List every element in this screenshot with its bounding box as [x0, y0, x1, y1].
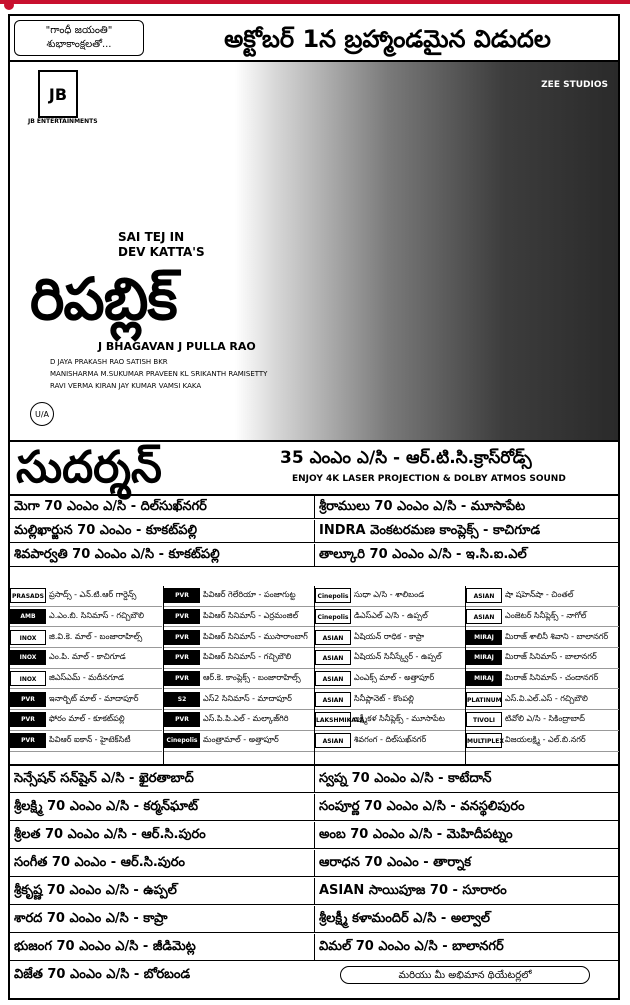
grid-cell: [10, 731, 162, 752]
theatre-listing: సెన్సేషన్ సన్‌షైన్ ఎ/సి - ఖైరతాబాద్: [14, 771, 194, 786]
grid-cell: [10, 627, 162, 648]
jb-logo-icon: JB: [38, 70, 78, 118]
chain-logo: INOX: [10, 671, 46, 686]
chain-logo: PVR: [10, 712, 46, 727]
theatre-info: 35 ఎంఎం ఎ/సి - ఆర్.టి.సి.క్రాస్‌రోడ్స్: [280, 448, 532, 468]
grid-column: [314, 586, 465, 764]
theatre-listing: శ్రీలక్ష్మీ కళామందిర్ ఎ/సి - అల్వాల్: [314, 906, 614, 932]
theatre-listing: సంగీత 70 ఎంఎం - ఆర్.సి.పురం: [14, 855, 186, 870]
chain-text: పివిఆర్ సినిమాస్ - గచ్చిబౌలి: [203, 652, 292, 662]
grid-cell: [315, 607, 465, 628]
chain-text: ఎ.ఎం.బి. సినిమాస్ - గచ్చిబౌలి: [49, 611, 144, 621]
chain-text: మంత్రామాల్ - అత్తాపూర్: [203, 735, 279, 745]
grid-cell: [466, 627, 619, 648]
theatre-listing: శారద 70 ఎంఎం ఎ/సి - కాప్రా: [14, 911, 168, 926]
ad-header: [10, 16, 618, 62]
chain-grid: [10, 586, 618, 766]
chain-text: జి.వి.కె. మాల్ - బంజారాహిల్స్: [49, 631, 143, 641]
chain-text: మిరాజ్ సినిమాస్ - చందానగర్: [505, 673, 599, 683]
chain-logo: TIVOLI: [466, 712, 502, 727]
chain-logo: ASIAN: [315, 630, 351, 645]
greeting-badge: [14, 20, 144, 56]
chain-text: ఏషియన్ సినీస్క్వేర్ - ఉప్పల్: [354, 652, 442, 662]
theatre-listing: శివపార్వతి 70 ఎంఎం ఎ/సి - కూకట్‌పల్లి: [14, 547, 220, 562]
actor-photo: [235, 62, 618, 440]
production-house: JB ENTERTAINMENTS: [28, 118, 98, 125]
grid-column: [163, 586, 314, 764]
theatre-tagline: ENJOY 4K LASER PROJECTION & DOLBY ATMOS SOUND: [292, 474, 566, 484]
chain-text: పివిఆర్ ఐకాన్ - హైటెక్‌సిటీ: [49, 735, 131, 745]
theatre-listing: INDRA వెంకటరమణ కాంప్లెక్స్ - కాచిగూడ: [314, 520, 614, 542]
theatre-listing: సంపూర్ణ 70 ఎంఎం ఎ/సి - వనస్థలిపురం: [314, 794, 614, 820]
grid-cell: [10, 669, 162, 690]
chain-logo: S2: [164, 692, 200, 707]
grid-cell: [466, 731, 619, 752]
chain-text: ఎస్2 సినిమాస్ - మాదాపూర్: [203, 693, 292, 703]
red-line: [0, 0, 630, 4]
grid-cell: [315, 689, 465, 710]
chain-logo: ASIAN: [315, 733, 351, 748]
chain-text: లక్ష్మీకళ సినీప్లెక్స్ - మూసాపేట: [354, 714, 445, 724]
chain-logo: PVR: [10, 692, 46, 707]
chain-text: మిరాజ్ సినిమాస్ - బాలానగర్: [505, 652, 597, 662]
logo-dot-icon: [4, 0, 14, 10]
theatre-row: [10, 878, 618, 905]
theatre-listing: ASIAN సాయిపూజ 70 - సూరారం: [314, 878, 614, 904]
chain-text: పివిఆర్ సినిమాస్ - ముసారాంబాగ్: [203, 631, 308, 641]
grid-cell: [164, 669, 314, 690]
grid-column: [465, 586, 619, 764]
theatre-row: [10, 822, 618, 849]
chain-logo: PVR: [164, 588, 200, 603]
theatre-listing: మల్లిఖార్జున 70 ఎంఎం - కూకట్‌పల్లి: [14, 523, 198, 538]
theatre-row: [10, 906, 618, 933]
chain-logo: PVR: [164, 650, 200, 665]
grid-cell: [164, 607, 314, 628]
chain-text: పివిఆర్ గెలేరియా - పంజాగుట్ట: [203, 590, 296, 600]
chain-text: జిఎస్ఎమ్ - మదీనగూడ: [49, 673, 124, 683]
grid-cell: [164, 710, 314, 731]
grid-cell: [10, 648, 162, 669]
chain-logo: MIRAJ: [466, 671, 502, 686]
theatre-listing: స్వప్న 70 ఎంఎం ఎ/సి - కాటేదాన్: [314, 766, 614, 792]
theatre-listing: శ్రీరాములు 70 ఎంఎం ఎ/సి - మూసాపేట: [314, 496, 614, 518]
chain-logo: MIRAJ: [466, 650, 502, 665]
greeting-line-2: శుభాకాంక్షలతో...: [46, 39, 112, 50]
grid-cell: [315, 648, 465, 669]
theatre-row: [10, 766, 618, 793]
theatre-listing: విజేత 70 ఎంఎం ఎ/సి - బోరబండ: [14, 967, 191, 982]
theatre-listing: శ్రీలత 70 ఎంఎం ఎ/సి - ఆర్.సి.పురం: [14, 827, 206, 842]
chain-logo: INOX: [10, 650, 46, 665]
chain-logo: ASIAN: [315, 671, 351, 686]
chain-text: ఏషియన్ రాధిక - కాప్రా: [354, 631, 425, 641]
chain-logo: PLATINUM: [466, 692, 502, 707]
chain-text: పివిఆర్ సినిమాస్ - ఎర్రమంజిల్: [203, 611, 299, 621]
grid-cell: [10, 710, 162, 731]
chain-logo: PVR: [164, 630, 200, 645]
grid-cell: [315, 627, 465, 648]
chain-text: ఎం.పి. మాల్ - కాచిగూడ: [49, 652, 126, 662]
chain-logo: MIRAJ: [466, 630, 502, 645]
grid-cell: [315, 669, 465, 690]
chain-logo: PVR: [10, 733, 46, 748]
theatre-row: [10, 496, 618, 519]
grid-cell: [10, 586, 162, 607]
crew-line: RAVI VERMA KIRAN JAY KUMAR VAMSI KAKA: [50, 382, 202, 390]
chain-logo: LAKSHMIKALA: [315, 712, 351, 727]
theatre-listing: విమల్ 70 ఎంఎం ఎ/సి - బాలానగర్: [314, 934, 614, 960]
grid-cell: [466, 586, 619, 607]
chain-logo: PVR: [164, 712, 200, 727]
chain-logo: Cinepolis: [315, 609, 351, 624]
chain-logo: Cinepolis: [315, 588, 351, 603]
chain-text: మిరాజ్ శాలినీ శివాని - బాలానగర్: [505, 631, 609, 641]
chain-logo: PRASADS: [10, 588, 46, 603]
star-credit: [118, 230, 205, 260]
chain-text: షా షహెన్‌షా - చింతల్: [505, 590, 574, 600]
grid-cell: [10, 689, 162, 710]
chain-logo: ASIAN: [315, 650, 351, 665]
grid-cell: [466, 689, 619, 710]
chain-logo: AMB: [10, 609, 46, 624]
grid-cell: [315, 731, 465, 752]
chain-text: ఆర్.కె. కాంప్లెక్స్ - బంజారాహిల్స్: [203, 673, 301, 683]
grid-column: [10, 586, 162, 764]
theatre-row: [10, 520, 618, 543]
movie-poster: [10, 62, 618, 442]
chain-text: ప్రసాద్స్ - ఎన్.టి.ఆర్ గార్డెన్స్: [49, 590, 137, 600]
greeting-line-1: "గాంధీ జయంతి": [45, 25, 113, 36]
theatre-listing: శ్రీలక్ష్మి 70 ఎంఎం ఎ/సి - కర్మన్‌ఘాట్: [14, 799, 198, 814]
chain-logo: ASIAN: [466, 609, 502, 624]
chain-logo: Cinepolis: [164, 733, 200, 748]
producers: J BHAGAVAN J PULLA RAO: [98, 340, 256, 353]
top-strip: [0, 0, 630, 12]
chain-text: ఎస్.వి.ఎల్.ఎస్ - గచ్చిబౌలి: [505, 693, 588, 703]
chain-text: శివగంగ - దిల్‌సుఖ్‌నగర్: [354, 735, 427, 745]
chain-text: సినీప్లానెట్ - కొంపల్లి: [354, 693, 414, 703]
theatre-listing: ఆరాధన 70 ఎంఎం - తార్నాక: [314, 850, 614, 876]
chain-logo: PVR: [164, 671, 200, 686]
theatre-listing: తాల్కూరి 70 ఎంఎం ఎ/సి - ఇ.సి.ఐ.ఎల్: [314, 544, 614, 566]
crew-credits: [50, 356, 290, 392]
chain-text: ఎంఎక్స్ మాల్ - అత్తాపూర్: [354, 673, 435, 683]
theatre-listing: భుజంగ 70 ఎంఎం ఎ/సి - జీడిమెట్ల: [14, 939, 196, 954]
main-theatre: [10, 442, 618, 496]
theatre-listing: మెగా 70 ఎంఎం ఎ/సి - దిల్‌సుఖ్‌నగర్: [14, 499, 207, 514]
grid-cell: [466, 607, 619, 628]
theatre-listing: శ్రీకృష్ణ 70 ఎంఎం ఎ/సి - ఉప్పల్: [14, 883, 177, 898]
chain-text: టివోలి ఎ/సి - సికింద్రాబాద్: [505, 714, 585, 724]
grid-cell: [466, 669, 619, 690]
theatre-row: [10, 544, 618, 567]
chain-text: ఫోరం మాల్ - కూకట్‌పల్లి: [49, 714, 125, 724]
footer-note: మరియు మీ అభిమాన థియేటర్లలో: [340, 966, 590, 984]
release-date-text: అక్టోబర్ 1న బ్రహ్మాండమైన విడుదల: [224, 25, 551, 53]
grid-cell: [315, 710, 465, 731]
chain-logo: INOX: [10, 630, 46, 645]
crew-line: MANISHARMA M.SUKUMAR PRAVEEN KL SRIKANTH RAMISETTY: [50, 370, 268, 378]
chain-text: ఎంజెటర్ సినీప్లెక్స్ - నాగోల్: [505, 611, 587, 621]
chain-text: సుధా ఎ/సి - శాలిబండ: [354, 590, 425, 600]
grid-cell: [10, 607, 162, 628]
theatre-row: [10, 934, 618, 961]
grid-cell: [315, 586, 465, 607]
studio-logo: ZEE STUDIOS: [541, 80, 608, 90]
star-line-1: SAI TEJ IN: [118, 230, 185, 244]
grid-cell: [164, 627, 314, 648]
chain-text: డిఎస్ఎల్ ఎ/సి - ఉప్పల్: [354, 611, 428, 621]
theatre-listing: అంబ 70 ఎంఎం ఎ/సి - మెహిదీపట్నం: [314, 822, 614, 848]
chain-logo: PVR: [164, 609, 200, 624]
theatre-row: [10, 850, 618, 877]
star-line-2: DEV KATTA'S: [118, 245, 205, 259]
crew-line: D JAYA PRAKASH RAO SATISH BKR: [50, 358, 168, 366]
chain-text: విజయలక్ష్మి - ఎల్.బి.నగర్: [505, 735, 586, 745]
grid-cell: [164, 586, 314, 607]
chain-logo: ASIAN: [466, 588, 502, 603]
grid-cell: [164, 731, 314, 752]
theatre-row: [10, 794, 618, 821]
grid-cell: [466, 648, 619, 669]
theatre-row: [10, 962, 618, 988]
grid-cell: [466, 710, 619, 731]
grid-cell: [164, 689, 314, 710]
chain-logo: MULTIPLEX: [466, 733, 502, 748]
grid-cell: [164, 648, 314, 669]
chain-text: ఇనార్బిట్ మాల్ - మాదాపూర్: [49, 693, 139, 703]
chain-logo: ASIAN: [315, 692, 351, 707]
chain-text: ఎస్.పి.పి.ఎల్ - మల్కాజ్‌గిరి: [203, 714, 289, 724]
certificate-icon: U/A: [30, 402, 54, 426]
movie-title: రిపబ్లిక్: [30, 265, 177, 333]
theatre-name: సుదర్శన్: [16, 442, 162, 493]
